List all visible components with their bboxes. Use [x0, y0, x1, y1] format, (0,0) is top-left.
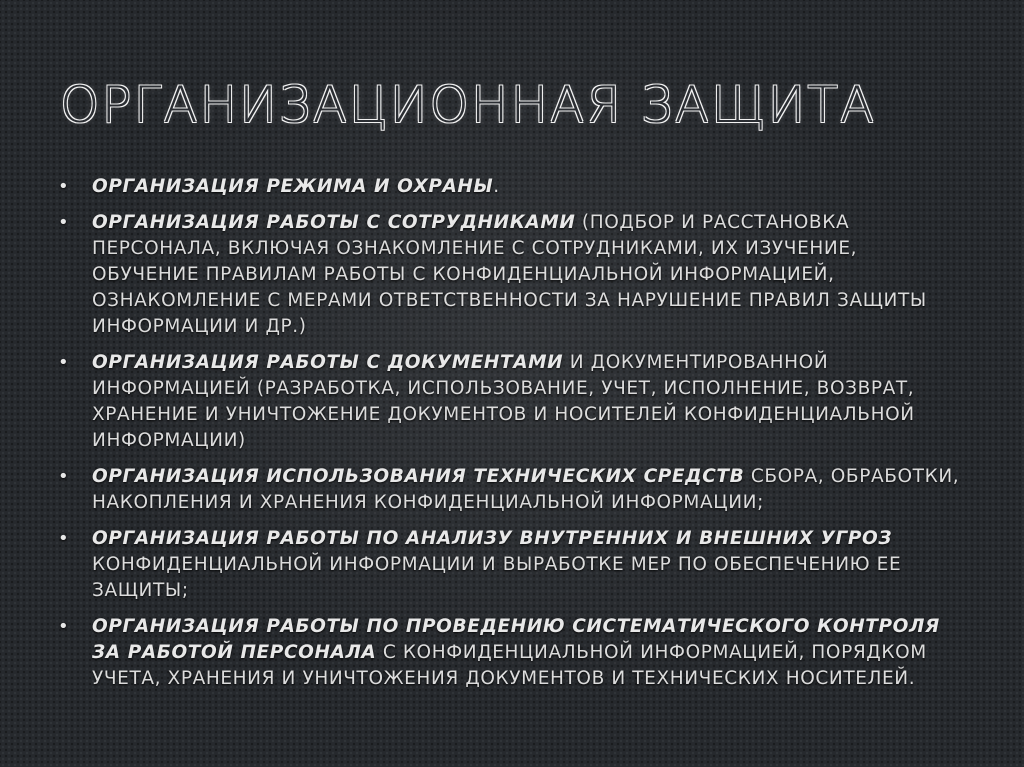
bullet-icon: • — [58, 528, 70, 549]
bullet-emphasis: ОРГАНИЗАЦИЯ РАБОТЫ ПО ПРОВЕДЕНИЮ СИСТЕМАТИЧЕСКОГО КОНТРОЛЯ ЗА РАБОТОЙ ПЕРСОНАЛА — [92, 616, 940, 663]
bullet-item — [58, 526, 968, 604]
bullet-text: (ПОДБОР И РАССТАНОВКА ПЕРСОНАЛА, ВКЛЮЧАЯ ОЗНАКОМЛЕНИЕ С СОТРУДНИКАМИ, ИХ ИЗУЧЕНИЕ, ОБУЧЕНИЕ ПРАВИЛАМ РАБОТЫ С КОНФИДЕНЦИАЛЬНОЙ ИНФОРМАЦИЕЙ, ОЗНАКОМЛЕНИЕ С МЕРАМИ ОТВЕТСТВЕННОСТИ ЗА НАРУШЕНИЕ ПРАВИЛ ЗАЩИТЫ ИНФОРМАЦИИ И ДР.) — [92, 212, 927, 337]
bullet-icon: • — [58, 466, 70, 487]
bullet-text: КОНФИДЕНЦИАЛЬНОЙ ИНФОРМАЦИИ И ВЫРАБОТКЕ МЕР ПО ОБЕСПЕЧЕНИЮ ЕЕ ЗАЩИТЫ; — [92, 554, 902, 601]
bullet-emphasis: ОРГАНИЗАЦИЯ РАБОТЫ С ДОКУМЕНТАМИ — [92, 352, 564, 373]
bullet-item — [58, 174, 968, 200]
slide-title: ОРГАНИЗАЦИОННАЯ ЗАЩИТА — [60, 76, 877, 134]
bullet-item — [58, 350, 968, 454]
bullet-icon: • — [58, 616, 70, 637]
bullet-item — [58, 210, 968, 340]
bullet-text: И ДОКУМЕНТИРОВАННОЙ ИНФОРМАЦИЕЙ (РАЗРАБОТКА, ИСПОЛЬЗОВАНИЕ, УЧЕТ, ИСПОЛНЕНИЕ, ВОЗВРАТ, ХРАНЕНИЕ И УНИЧТОЖЕНИЕ ДОКУМЕНТОВ И НОСИТЕЛЕЙ КОНФИДЕНЦИАЛЬНОЙ ИНФОРМАЦИИ) — [92, 352, 915, 451]
bullet-text: . — [493, 176, 500, 197]
bullet-item — [58, 614, 968, 692]
bullet-emphasis: ОРГАНИЗАЦИЯ ИСПОЛЬЗОВАНИЯ ТЕХНИЧЕСКИХ СРЕДСТВ — [92, 466, 745, 487]
bullet-text: СБОРА, ОБРАБОТКИ, НАКОПЛЕНИЯ И ХРАНЕНИЯ КОНФИДЕНЦИАЛЬНОЙ ИНФОРМАЦИИ; — [92, 466, 960, 513]
bullet-icon: • — [58, 212, 70, 233]
bullet-item — [58, 464, 968, 516]
bullet-emphasis: ОРГАНИЗАЦИЯ РЕЖИМА И ОХРАНЫ — [92, 176, 494, 197]
bullet-list — [58, 174, 968, 702]
bullet-icon: • — [58, 352, 70, 373]
bullet-icon: • — [58, 176, 70, 197]
bullet-emphasis: ОРГАНИЗАЦИЯ РАБОТЫ С СОТРУДНИКАМИ — [92, 212, 576, 233]
bullet-emphasis: ОРГАНИЗАЦИЯ РАБОТЫ ПО АНАЛИЗУ ВНУТРЕННИХ И ВНЕШНИХ УГРОЗ — [92, 528, 893, 549]
bullet-text: С КОНФИДЕНЦИАЛЬНОЙ ИНФОРМАЦИЕЙ, ПОРЯДКОМ УЧЕТА, ХРАНЕНИЯ И УНИЧТОЖЕНИЯ ДОКУМЕНТОВ И ТЕХНИЧЕСКИХ НОСИТЕЛЕЙ. — [92, 642, 927, 689]
